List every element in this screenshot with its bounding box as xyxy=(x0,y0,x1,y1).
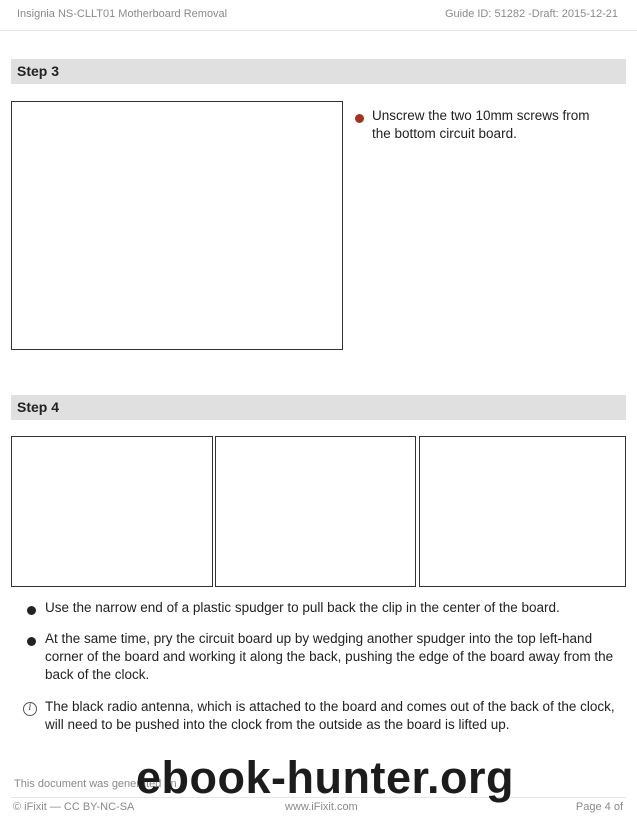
guide-meta: Guide ID: 51282 -Draft: 2015-12-21 xyxy=(444,8,618,20)
step-3-image[interactable] xyxy=(11,101,343,350)
page-number: Page 4 of xyxy=(575,801,623,813)
step-4-image-2[interactable] xyxy=(215,436,416,587)
step-4-bullet-dot-2 xyxy=(27,637,36,646)
step-3-label: Step 3 xyxy=(17,63,60,79)
step-3-header xyxy=(11,59,626,84)
step-3-bullet-text: Unscrew the two 10mm screws from the bottom circuit board. xyxy=(372,108,590,141)
page-header xyxy=(0,0,637,31)
watermark-text: ebook-hunter.org xyxy=(136,752,514,803)
document-title: Insignia NS-CLLT01 Motherboard Removal xyxy=(17,8,228,20)
site-link[interactable]: www.iFixit.com xyxy=(285,801,358,813)
step-4-bullet-text-1: Use the narrow end of a plastic spudger to pull back the clip in the center of the board. xyxy=(45,600,560,615)
step-3-bullet-dot xyxy=(355,114,364,123)
info-icon: i xyxy=(23,702,37,716)
step-4-note-text: The black radio antenna, which is attached to the board and comes out of the back of the clock, will need to be pushed into the clock from the outside as the board is lifted up. xyxy=(45,699,615,732)
step-4-bullet-dot-1 xyxy=(27,606,36,615)
license-text: © iFixit — CC BY-NC-SA xyxy=(13,801,135,813)
step-4-header xyxy=(11,395,626,420)
step-4-bullet-text-2: At the same time, pry the circuit board up by wedging another spudger into the top left-hand corner of the board and working it along the back, pushing the edge of the board away from the back of the clock. xyxy=(45,631,614,682)
step-4-image-1[interactable] xyxy=(11,436,213,587)
step-4-image-3[interactable] xyxy=(419,436,626,587)
generated-notice: This document was generated on xyxy=(14,778,177,790)
step-4-label: Step 4 xyxy=(17,399,60,415)
